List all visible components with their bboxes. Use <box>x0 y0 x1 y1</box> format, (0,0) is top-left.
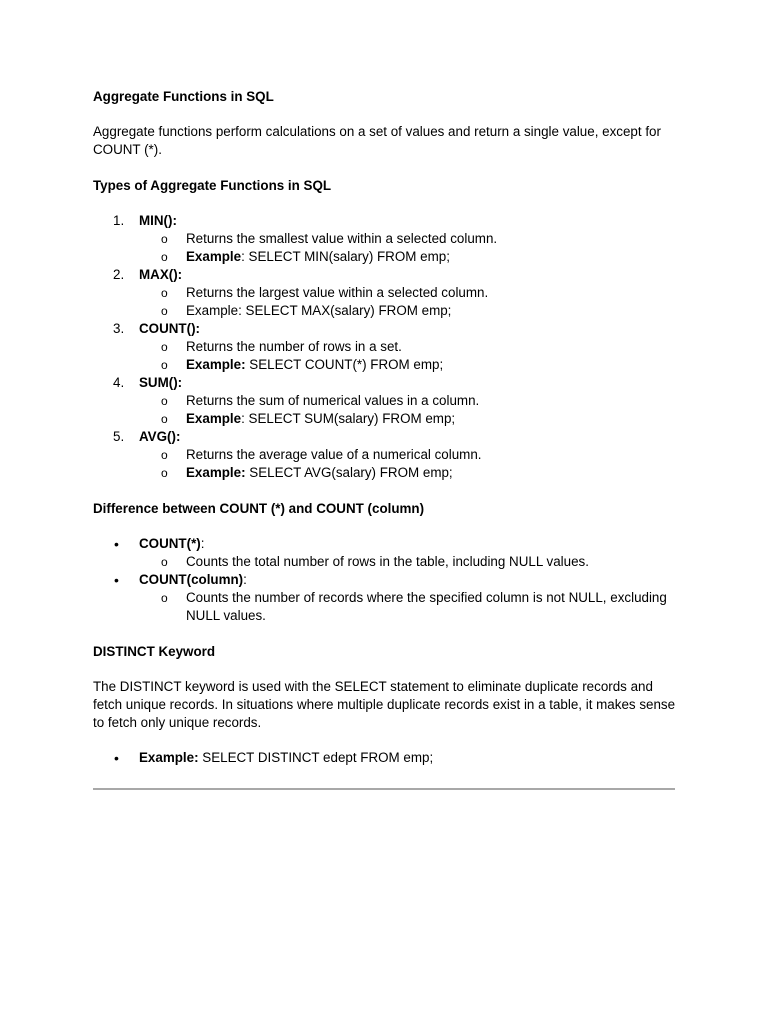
difference-list <box>93 535 683 625</box>
list-item <box>93 571 683 625</box>
list-number: 2. <box>113 267 125 282</box>
example-code: SELECT AVG(salary) FROM emp; <box>245 465 453 480</box>
function-name: MAX(): <box>139 267 183 282</box>
function-details <box>139 284 683 320</box>
list-number: 3. <box>113 321 125 336</box>
list-item <box>93 212 683 266</box>
list-number: 4. <box>113 375 125 390</box>
list-item <box>139 446 683 464</box>
list-item <box>139 392 683 410</box>
list-item <box>93 749 683 767</box>
bullet-icon: • <box>114 572 119 588</box>
list-item <box>139 248 683 266</box>
list-item <box>139 589 683 625</box>
circle-bullet-icon: o <box>161 286 168 300</box>
list-item <box>93 535 683 571</box>
bullet-icon: • <box>114 536 119 552</box>
list-item <box>139 410 683 428</box>
function-description: Returns the number of rows in a set. <box>186 339 402 354</box>
example-label: Example: <box>186 465 246 480</box>
example-code: SELECT DISTINCT edept FROM emp; <box>198 750 434 765</box>
function-description: Returns the sum of numerical values in a column. <box>186 393 480 408</box>
example-label: Example <box>186 411 242 426</box>
example-code: : SELECT MIN(salary) FROM emp; <box>241 249 450 264</box>
function-description: Returns the average value of a numerical column. <box>186 447 482 462</box>
example-code: : SELECT SUM(salary) FROM emp; <box>241 411 456 426</box>
circle-bullet-icon: o <box>161 340 168 354</box>
circle-bullet-icon: o <box>161 232 168 246</box>
example-label: Example: <box>139 750 199 765</box>
list-item <box>139 284 683 302</box>
list-item <box>93 266 683 320</box>
circle-bullet-icon: o <box>161 358 168 372</box>
difference-heading: Difference between COUNT (*) and COUNT (column) <box>93 501 425 516</box>
page-title: Aggregate Functions in SQL <box>93 89 274 104</box>
circle-bullet-icon: o <box>161 466 168 480</box>
count-star-details <box>139 553 683 571</box>
example-code: Example: SELECT MAX(salary) FROM emp; <box>186 303 452 318</box>
bullet-icon: • <box>114 750 119 766</box>
count-column-description: Counts the number of records where the specified column is not NULL, excluding NULL values. <box>186 590 667 623</box>
list-item <box>139 230 683 248</box>
function-details <box>139 230 683 266</box>
functions-list <box>93 212 683 482</box>
document-content <box>93 88 683 767</box>
list-item <box>139 302 683 320</box>
intro-paragraph: Aggregate functions perform calculations on a set of values and return a single value, except for COUNT (*). <box>93 124 661 157</box>
function-description: Returns the largest value within a selected column. <box>186 285 489 300</box>
list-number: 5. <box>113 429 125 444</box>
list-item <box>93 374 683 428</box>
count-star-label: COUNT(*) <box>139 536 201 551</box>
function-details <box>139 338 683 374</box>
count-column-label: COUNT(column) <box>139 572 244 587</box>
example-code: SELECT COUNT(*) FROM emp; <box>245 357 444 372</box>
circle-bullet-icon: o <box>161 412 168 426</box>
distinct-paragraph: The DISTINCT keyword is used with the SELECT statement to eliminate duplicate records and fetch unique records. In situations where multiple duplicate records exist in a table, it makes sense to fetch only unique records. <box>93 679 676 730</box>
list-number: 1. <box>113 213 125 228</box>
count-column-details <box>139 589 683 625</box>
function-details <box>139 446 683 482</box>
types-heading: Types of Aggregate Functions in SQL <box>93 178 332 193</box>
circle-bullet-icon: o <box>161 448 168 462</box>
list-item <box>93 428 683 482</box>
function-name: AVG(): <box>139 429 181 444</box>
list-item <box>93 320 683 374</box>
circle-bullet-icon: o <box>161 555 168 569</box>
circle-bullet-icon: o <box>161 250 168 264</box>
list-item <box>139 338 683 356</box>
function-name: MIN(): <box>139 213 177 228</box>
distinct-example-list <box>93 749 683 767</box>
example-label: Example <box>186 249 242 264</box>
list-item <box>139 464 683 482</box>
circle-bullet-icon: o <box>161 591 168 605</box>
circle-bullet-icon: o <box>161 394 168 408</box>
distinct-heading: DISTINCT Keyword <box>93 644 216 659</box>
circle-bullet-icon: o <box>161 304 168 318</box>
list-item <box>139 553 683 571</box>
function-details <box>139 392 683 428</box>
example-label: Example: <box>186 357 246 372</box>
list-item <box>139 356 683 374</box>
function-name: COUNT(): <box>139 321 200 336</box>
function-name: SUM(): <box>139 375 183 390</box>
label-suffix: : <box>243 572 247 587</box>
count-star-description: Counts the total number of rows in the table, including NULL values. <box>186 554 589 569</box>
label-suffix: : <box>200 536 205 551</box>
function-description: Returns the smallest value within a selected column. <box>186 231 498 246</box>
horizontal-divider <box>93 788 675 790</box>
